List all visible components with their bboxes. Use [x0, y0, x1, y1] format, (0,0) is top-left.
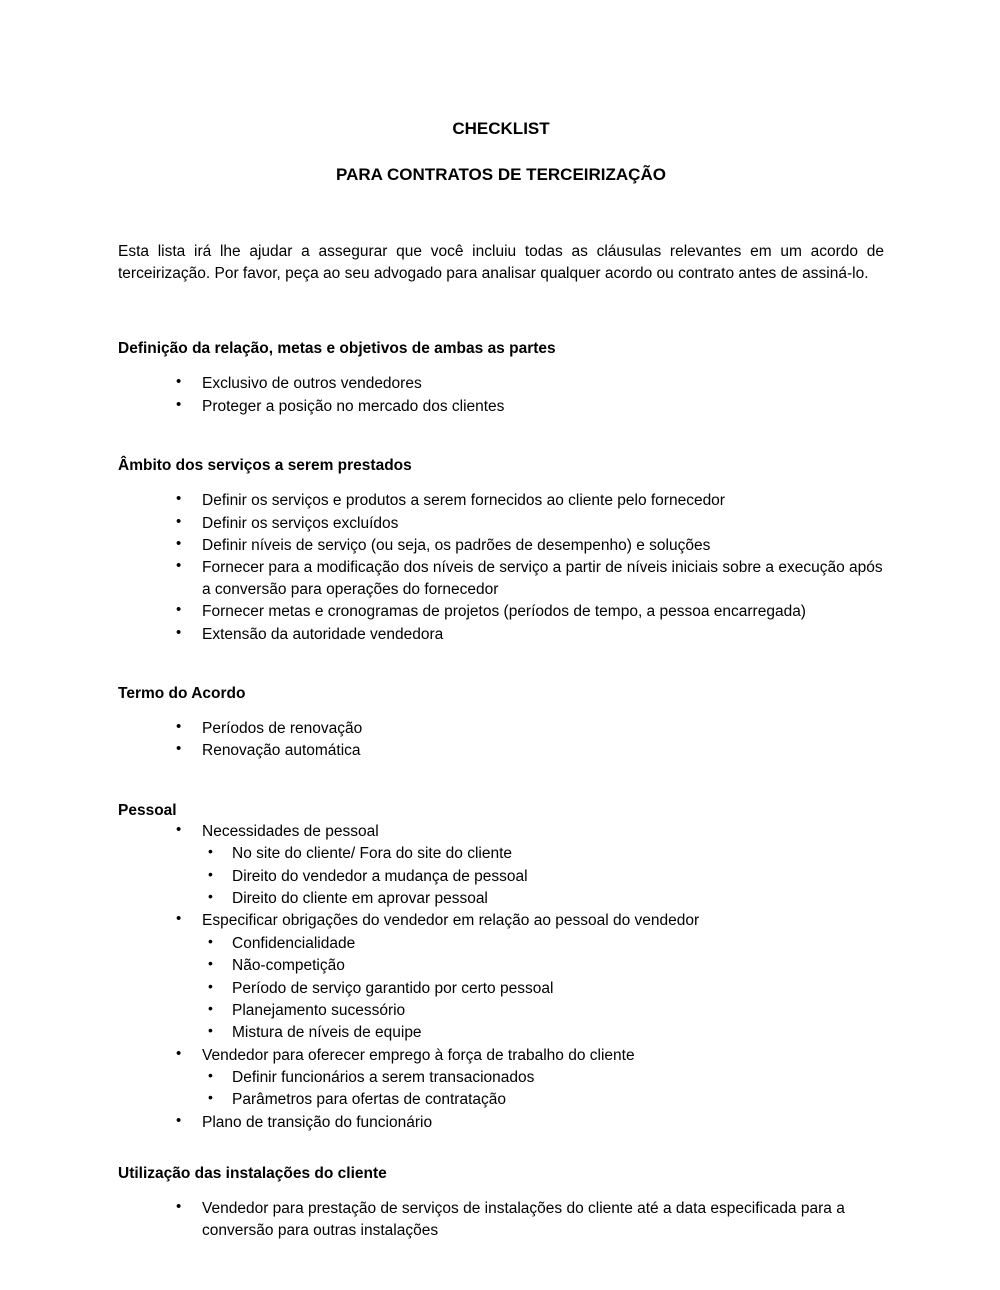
- list-pessoal: [118, 821, 884, 1133]
- list-item: • Especificar obrigações do vendedor em relação ao pessoal do vendedor: [118, 910, 884, 931]
- list-item: • Direito do cliente em aprovar pessoal: [118, 888, 884, 909]
- section-heading-ambito: Âmbito dos serviços a serem prestados: [118, 457, 412, 475]
- list-item: • Mistura de níveis de equipe: [118, 1022, 884, 1043]
- list-item: • Definir os serviços excluídos: [118, 513, 884, 534]
- list-item: • Proteger a posição no mercado dos clientes: [118, 396, 884, 417]
- list-utilizacao: [118, 1198, 884, 1241]
- list-item: • No site do cliente/ Fora do site do cliente: [118, 843, 884, 864]
- section-heading-termo: Termo do Acordo: [118, 684, 246, 702]
- list-pessoal-sub-1: [118, 843, 884, 909]
- list-item: • Períodos de renovação: [118, 718, 884, 739]
- list-item: • Plano de transição do funcionário: [118, 1112, 884, 1133]
- intro-paragraph: Esta lista irá lhe ajudar a assegurar que você incluiu todas as cláusulas relevantes em um acordo de terceirização. Por favor, peça ao seu advogado para analisar qualquer acordo ou contrato antes de assiná-lo.: [118, 242, 884, 283]
- list-item: • Planejamento sucessório: [118, 1000, 884, 1021]
- list-item: • Não-competição: [118, 955, 884, 976]
- list-item: • Necessidades de pessoal: [118, 821, 884, 842]
- list-definicao: [118, 373, 884, 417]
- section-heading-definicao: Definição da relação, metas e objetivos de ambas as partes: [118, 340, 556, 358]
- list-item: • Direito do vendedor a mudança de pessoal: [118, 866, 884, 887]
- list-item: • Fornecer metas e cronogramas de projetos (períodos de tempo, a pessoa encarregada): [118, 601, 884, 622]
- list-item: • Vendedor para prestação de serviços de instalações do cliente até a data especificada para a conversão para outras instalações: [118, 1198, 884, 1241]
- list-item: • Extensão da autoridade vendedora: [118, 624, 884, 645]
- document-title-line-2: PARA CONTRATOS DE TERCEIRIZAÇÃO: [336, 165, 666, 185]
- list-item: • Período de serviço garantido por certo pessoal: [118, 978, 884, 999]
- document-title-line-1: CHECKLIST: [452, 119, 550, 138]
- section-heading-pessoal: Pessoal: [118, 801, 177, 819]
- section-heading-utilizacao: Utilização das instalações do cliente: [118, 1165, 387, 1183]
- list-item: • Vendedor para oferecer emprego à força de trabalho do cliente: [118, 1045, 884, 1066]
- list-item: • Definir níveis de serviço (ou seja, os padrões de desempenho) e soluções: [118, 535, 884, 556]
- document-body: [118, 0, 884, 1242]
- list-item: • Definir funcionários a serem transacionados: [118, 1067, 884, 1088]
- list-item: • Confidencialidade: [118, 933, 884, 954]
- list-item: • Fornecer para a modificação dos níveis de serviço a partir de níveis iniciais sobre a execução após a conversão para operações do fornecedor: [118, 557, 884, 600]
- list-item: • Exclusivo de outros vendedores: [118, 373, 884, 394]
- list-pessoal-sub-3: [118, 1067, 884, 1111]
- list-pessoal-sub-2: [118, 933, 884, 1044]
- list-ambito: [118, 490, 884, 645]
- list-item: • Renovação automática: [118, 740, 884, 761]
- list-item: • Definir os serviços e produtos a serem fornecidos ao cliente pelo fornecedor: [118, 490, 884, 511]
- list-termo: [118, 718, 884, 762]
- list-item: • Parâmetros para ofertas de contratação: [118, 1089, 884, 1110]
